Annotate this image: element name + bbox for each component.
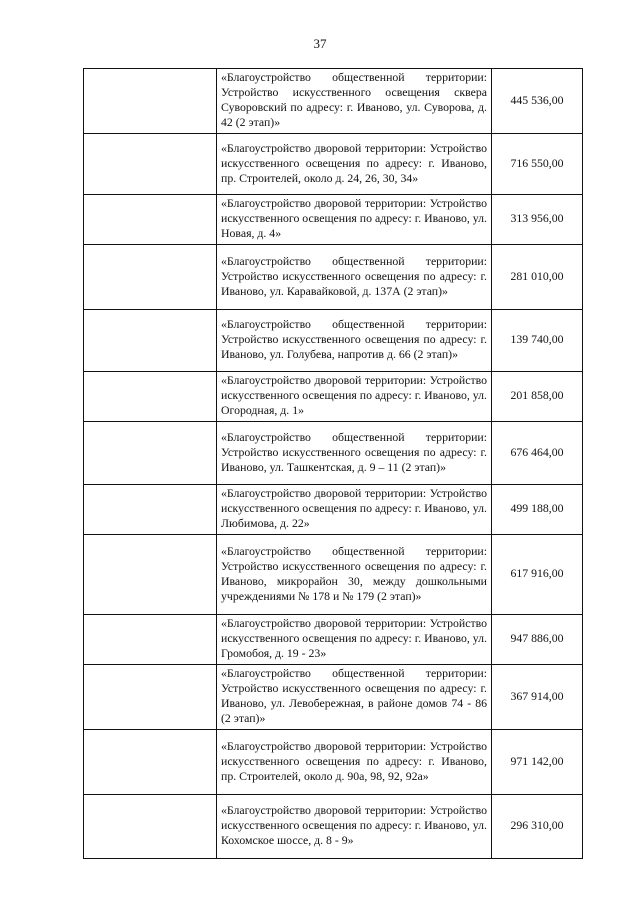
page-number: 37 [313, 36, 327, 51]
empty-cell [84, 372, 217, 422]
table-row [84, 615, 583, 665]
description-cell: «Благоустройство общественной территории: Устройство искусственного освещения по адресу: г. Иваново, ул. Каравайковой, д. 137А (2 этап)» [217, 245, 492, 310]
table-row [84, 422, 583, 485]
amount-cell: 296 310,00 [492, 795, 583, 859]
table-row [84, 69, 583, 134]
description-cell: «Благоустройство дворовой территории: Устройство искусственного освещения по адресу: г. Иваново, пр. Строителей, около д. 24, 26, 30, 34» [217, 134, 492, 195]
table-row [84, 372, 583, 422]
table-row [84, 535, 583, 615]
description-cell: «Благоустройство дворовой территории: Устройство искусственного освещения по адресу: г. Иваново, ул. Любимова, д. 22» [217, 485, 492, 535]
table-row [84, 195, 583, 245]
empty-cell [84, 535, 217, 615]
empty-cell [84, 69, 217, 134]
table-row [84, 665, 583, 730]
description-cell: «Благоустройство дворовой территории: Устройство искусственного освещения по адресу: г. Иваново, пр. Строителей, около д. 90а, 98, 92, 92а» [217, 730, 492, 795]
description-cell: «Благоустройство общественной территории: Устройство искусственного освещения по адресу: г. Иваново, ул. Голубева, напротив д. 66 (2 этап)» [217, 310, 492, 372]
table-row [84, 134, 583, 195]
empty-cell [84, 195, 217, 245]
empty-cell [84, 730, 217, 795]
empty-cell [84, 485, 217, 535]
amount-cell: 971 142,00 [492, 730, 583, 795]
amount-cell: 139 740,00 [492, 310, 583, 372]
amount-cell: 313 956,00 [492, 195, 583, 245]
amount-cell: 445 536,00 [492, 69, 583, 134]
empty-cell [84, 310, 217, 372]
amount-cell: 947 886,00 [492, 615, 583, 665]
table-row [84, 485, 583, 535]
description-cell: «Благоустройство дворовой территории: Устройство искусственного освещения по адресу: г. Иваново, ул. Новая, д. 4» [217, 195, 492, 245]
table-row [84, 730, 583, 795]
description-cell: «Благоустройство общественной территории: Устройство искусственного освещения по адресу: г. Иваново, ул. Левобережная, в районе домов 74 - 86 (2 этап)» [217, 665, 492, 730]
amount-cell: 676 464,00 [492, 422, 583, 485]
amount-cell: 499 188,00 [492, 485, 583, 535]
table-row [84, 245, 583, 310]
amount-cell: 281 010,00 [492, 245, 583, 310]
table-row [84, 795, 583, 859]
description-cell: «Благоустройство общественной территории: Устройство искусственного освещения по адресу: г. Иваново, ул. Ташкентская, д. 9 – 11 (2 этап)» [217, 422, 492, 485]
budget-table [83, 68, 583, 859]
empty-cell [84, 245, 217, 310]
description-cell: «Благоустройство дворовой территории: Устройство искусственного освещения по адресу: г. Иваново, ул. Громобоя, д. 19 - 23» [217, 615, 492, 665]
empty-cell [84, 615, 217, 665]
amount-cell: 201 858,00 [492, 372, 583, 422]
description-cell: «Благоустройство общественной территории: Устройство искусственного освещения по адресу: г. Иваново, микрорайон 30, между дошкольными учреждениями № 178 и № 179 (2 этап)» [217, 535, 492, 615]
amount-cell: 716 550,00 [492, 134, 583, 195]
empty-cell [84, 134, 217, 195]
table-row [84, 310, 583, 372]
description-cell: «Благоустройство дворовой территории: Устройство искусственного освещения по адресу: г. Иваново, ул. Кохомское шоссе, д. 8 - 9» [217, 795, 492, 859]
empty-cell [84, 665, 217, 730]
description-cell: «Благоустройство общественной территории: Устройство искусственного освещения сквера Суворовский по адресу: г. Иваново, ул. Суворова, д. 42 (2 этап)» [217, 69, 492, 134]
empty-cell [84, 795, 217, 859]
budget-table-body [84, 69, 583, 859]
amount-cell: 617 916,00 [492, 535, 583, 615]
amount-cell: 367 914,00 [492, 665, 583, 730]
description-cell: «Благоустройство дворовой территории: Устройство искусственного освещения по адресу: г. Иваново, ул. Огородная, д. 1» [217, 372, 492, 422]
empty-cell [84, 422, 217, 485]
